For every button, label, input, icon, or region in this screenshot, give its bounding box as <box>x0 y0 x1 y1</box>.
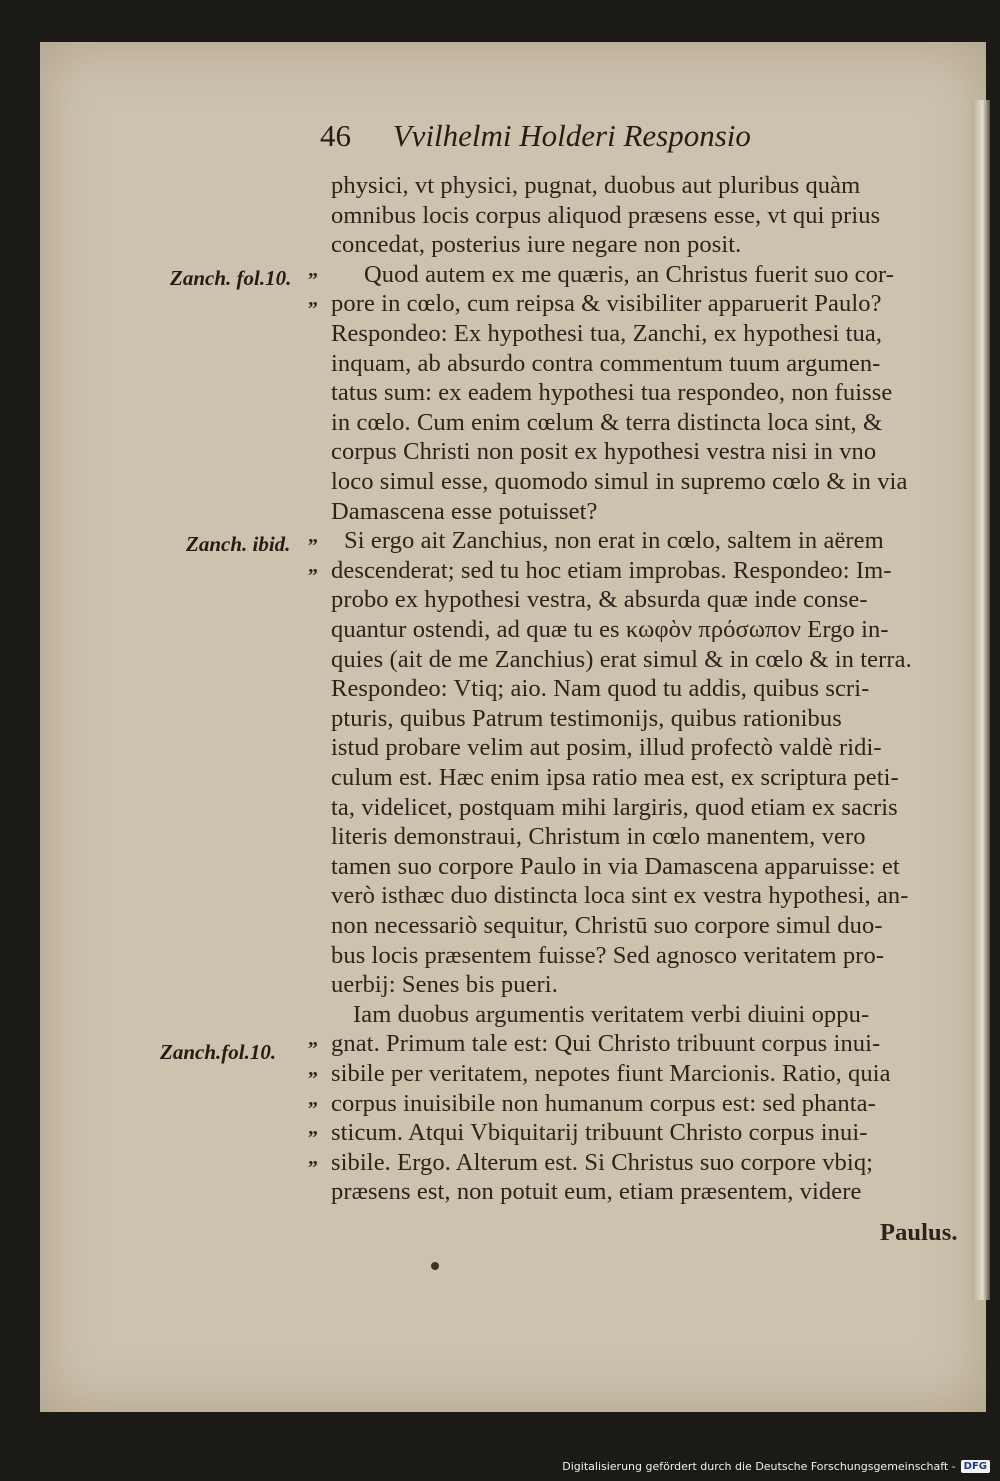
quotation-mark: „ <box>308 1117 318 1140</box>
text-line: tatus sum: ex eadem hypothesi tua respondeo, non fuisse <box>331 379 893 407</box>
text-line: sibile per veritatem, nepotes fiunt Marcionis. Ratio, quia <box>331 1060 891 1087</box>
quotation-mark: „ <box>308 1087 318 1110</box>
text-line: corpus Christi non posit ex hypothesi vestra nisi in vno <box>331 438 877 466</box>
text-line: uerbij: Senes bis pueri. <box>331 971 558 999</box>
text-line: Respondeo: Vtiq; aio. Nam quod tu addis, quibus scri- <box>331 675 870 703</box>
text-line: sticum. Atqui Vbiquitarij tribuunt Christo corpus inui- <box>331 1119 868 1147</box>
text-line: descenderat; sed tu hoc etiam improbas. Respondeo: Im- <box>331 556 892 584</box>
text-line: præsens est, non potuit eum, etiam præsentem, videre <box>331 1178 862 1206</box>
quotation-mark: „ <box>308 525 318 548</box>
text-line: istud probare velim aut posim, illud profectò valdè ridi- <box>331 734 882 762</box>
ink-spot <box>431 1262 439 1270</box>
footer-bar <box>562 1455 990 1477</box>
text-line: Damascena esse potuisset? <box>331 497 598 525</box>
margin-note: Zanch.fol.10. <box>160 1040 277 1064</box>
text-line: in cœlo. Cum enim cœlum & terra distincta loca sint, & <box>331 408 883 436</box>
text-line: ta, videlicet, postquam mihi largiris, quod etiam ex sacris <box>331 793 898 821</box>
margin-note: Zanch. fol.10. <box>170 266 292 290</box>
text-line: verò isthæc duo distincta loca sint ex vestra hypothesi, an- <box>331 882 909 910</box>
page-number: 46 <box>320 118 351 153</box>
quotation-mark: „ <box>308 554 318 577</box>
text-line: Quod autem ex me quæris, an Christus fuerit suo cor- <box>364 260 894 288</box>
text-line: corpus inuisibile non humanum corpus est: sed phanta- <box>331 1089 876 1117</box>
quotation-mark: „ <box>308 1028 318 1051</box>
catchword: Paulus. <box>880 1219 958 1246</box>
text-line: inquam, ab absurdo contra commentum tuum argumen- <box>331 349 881 377</box>
text-line: sibile. Ergo. Alterum est. Si Christus suo corpore vbiq; <box>331 1148 874 1176</box>
running-title: Vvilhelmi Holderi Responsio <box>392 118 751 153</box>
text-line: literis demonstraui, Christum in cœlo manentem, vero <box>331 823 866 851</box>
text-line: pore in cœlo, cum reipsa & visibiliter apparuerit Paulo? <box>331 290 882 318</box>
text-line: concedat, posterius iure negare non posit. <box>331 231 742 259</box>
footer-credit: Digitalisierung gefördert durch die Deutsche Forschungsgemeinschaft - <box>562 1459 956 1473</box>
quotation-mark: „ <box>308 288 318 311</box>
text-line: tamen suo corpore Paulo in via Damascena apparuisse: et <box>331 852 900 880</box>
text-line: probo ex hypothesi vestra, & absurda quæ inde conse- <box>331 586 868 614</box>
text-line: bus locis præsentem fuisse? Sed agnosco veritatem pro- <box>331 941 885 969</box>
text-line: omnibus locis corpus aliquod præsens esse, vt qui prius <box>331 201 881 229</box>
text-line: gnat. Primum tale est: Qui Christo tribuunt corpus inui- <box>331 1030 881 1058</box>
text-line: culum est. Hæc enim ipsa ratio mea est, ex scriptura peti- <box>331 764 899 791</box>
quotation-mark: „ <box>308 1058 318 1080</box>
text-line: Si ergo ait Zanchius, non erat in cœlo, saltem in aërem <box>344 527 884 555</box>
page-header <box>320 118 751 154</box>
text-line: quantur ostendi, ad quæ tu es κωφὸν πρόσωπον Ergo in- <box>331 616 889 643</box>
text-line: pturis, quibus Patrum testimonijs, quibus rationibus <box>331 704 842 732</box>
text-line: Iam duobus argumentis veritatem verbi diuini oppu- <box>353 1000 870 1028</box>
text-line: physici, vt physici, pugnat, duobus aut pluribus quàm <box>331 172 861 199</box>
quotation-mark: „ <box>308 1146 318 1169</box>
quotation-mark: „ <box>308 258 318 281</box>
text-line: non necessariò sequitur, Christū suo corpore simul duo- <box>331 912 883 939</box>
margin-note: Zanch. ibid. <box>186 532 291 556</box>
dfg-logo: DFG <box>961 1460 990 1473</box>
text-line: loco simul esse, quomodo simul in supremo cœlo & in via <box>331 468 908 495</box>
text-line: quies (ait de me Zanchius) erat simul & in cœlo & in terra. <box>331 645 912 673</box>
text-line: Respondeo: Ex hypothesi tua, Zanchi, ex hypothesi tua, <box>331 320 883 347</box>
